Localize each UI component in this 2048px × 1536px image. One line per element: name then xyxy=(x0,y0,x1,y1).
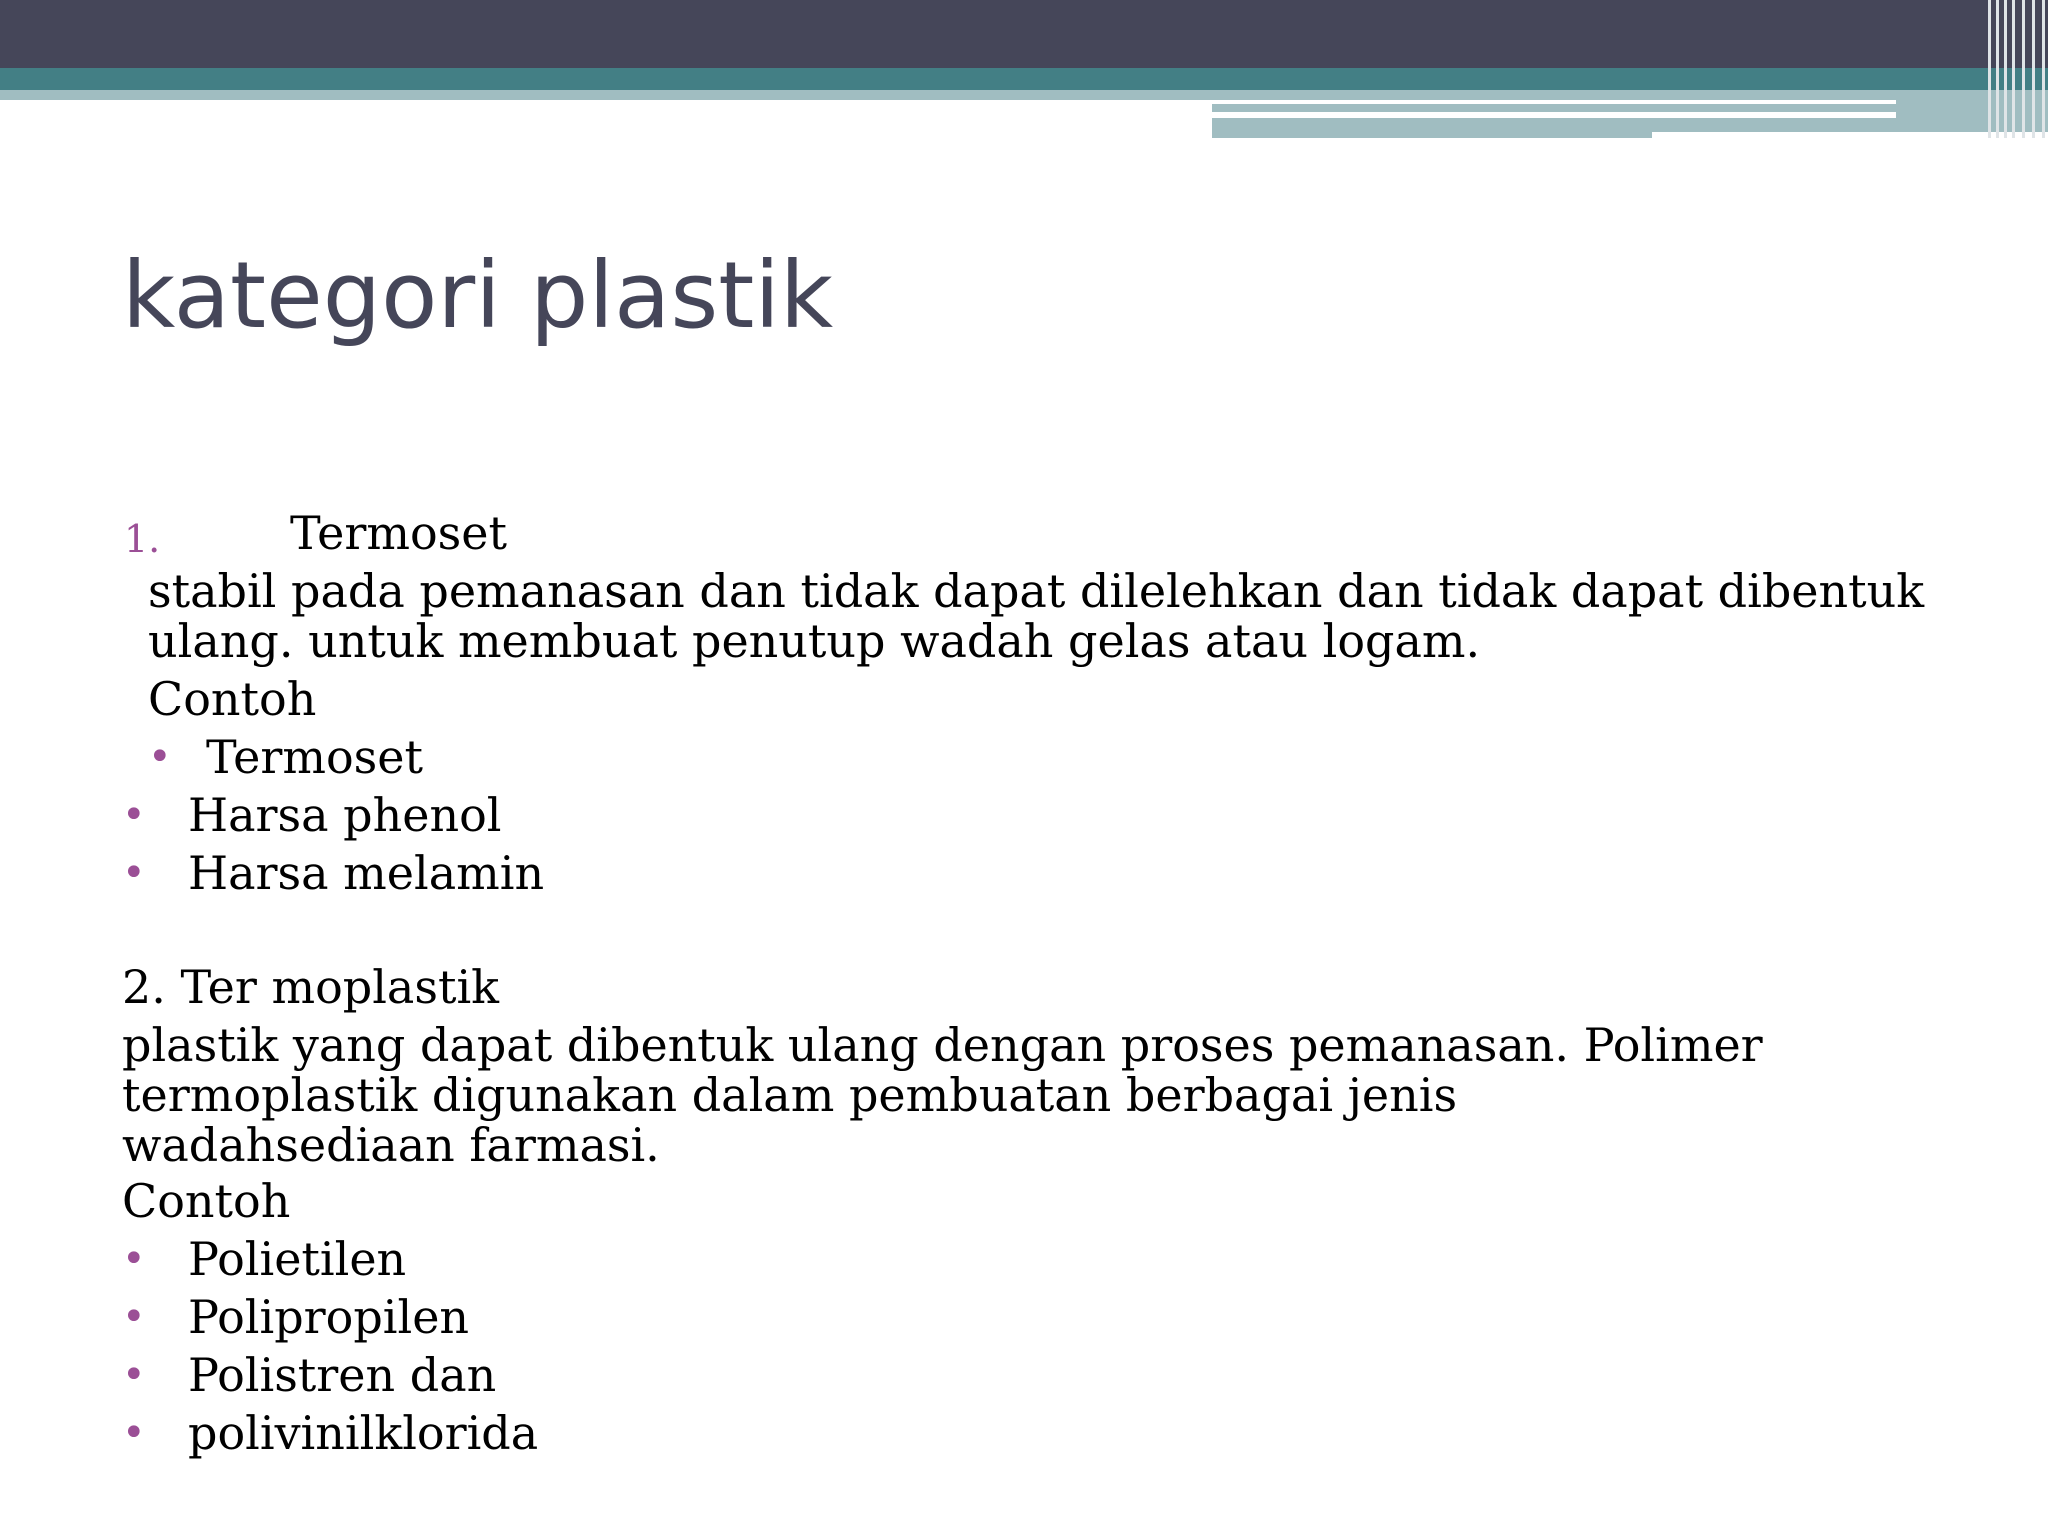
list-item: Polistren dan xyxy=(188,1348,497,1402)
bullet-icon: • xyxy=(122,850,146,896)
contoh-label: Contoh xyxy=(122,1174,291,1228)
bullet-icon: • xyxy=(122,1352,146,1398)
list-item: Harsa melamin xyxy=(188,846,545,900)
header-stripe xyxy=(1996,0,1999,138)
header-stripe xyxy=(2032,0,2035,138)
list-number: 1. xyxy=(124,517,161,561)
header-stripe xyxy=(2012,0,2015,138)
header-bar-teal xyxy=(0,68,2048,90)
list-item: Polipropilen xyxy=(188,1290,470,1344)
bullet-icon: • xyxy=(122,1236,146,1282)
list-item: polivinilklorida xyxy=(188,1406,539,1460)
header-stripe xyxy=(2042,0,2045,138)
bullet-icon: • xyxy=(122,792,146,838)
bullet-icon: • xyxy=(148,734,172,780)
header-band-line xyxy=(1212,112,1896,118)
description-line: wadahsediaan farmasi. xyxy=(122,1118,660,1172)
section-heading: Termoset xyxy=(290,506,507,560)
header-stripe xyxy=(2022,0,2025,138)
slide-title: kategori plastik xyxy=(122,242,834,349)
description-line: ulang. untuk membuat penutup wadah gelas atau logam. xyxy=(148,614,1481,668)
list-item: Harsa phenol xyxy=(188,788,502,842)
header-stripe xyxy=(2004,0,2007,138)
header-stripe xyxy=(1988,0,1991,138)
header-bar-dark xyxy=(0,0,2048,68)
contoh-label: Contoh xyxy=(148,672,317,726)
header-band-light-left xyxy=(0,90,1212,100)
description-line: stabil pada pemanasan dan tidak dapat dilelehkan dan tidak dapat dibentuk xyxy=(148,564,1925,618)
list-item: Polietilen xyxy=(188,1232,407,1286)
bullet-icon: • xyxy=(122,1294,146,1340)
section-heading: 2. Ter moplastik xyxy=(122,960,500,1014)
bullet-icon: • xyxy=(122,1410,146,1456)
header-band-line xyxy=(1212,100,1896,104)
list-item: Termoset xyxy=(206,730,423,784)
description-line: plastik yang dapat dibentuk ulang dengan proses pemanasan. Polimer xyxy=(122,1018,1763,1072)
description-line: termoplastik digunakan dalam pembuatan berbagai jenis xyxy=(122,1068,1458,1122)
